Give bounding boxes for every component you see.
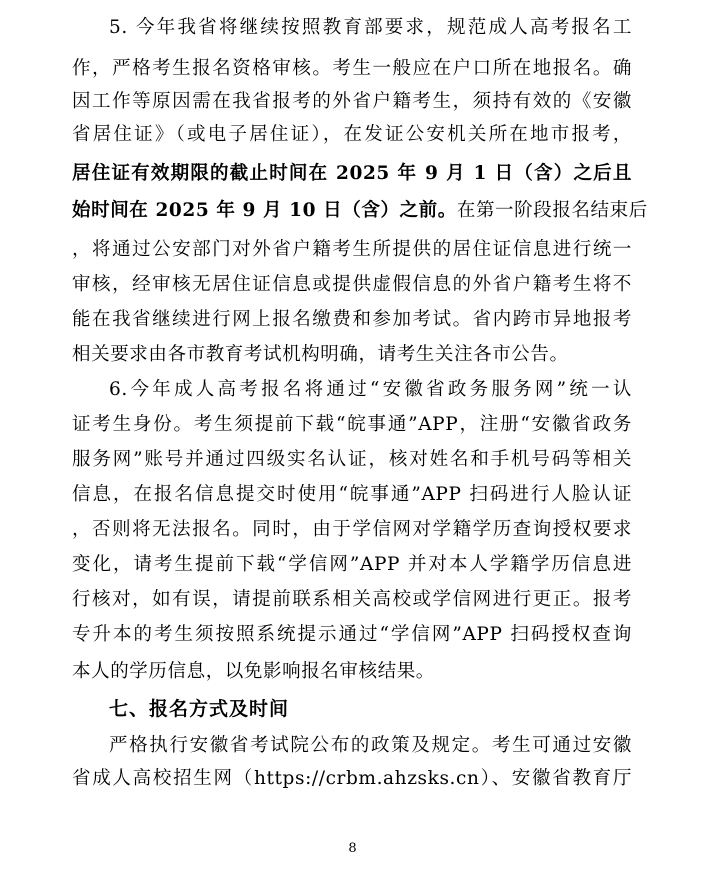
item6-line-2: 证考生身份。考生须提前下载“皖事通”APP，注册“安徽省政务: [72, 414, 632, 435]
item6-line-3: 服务网”账号并通过四级实名认证，核对姓名和手机号码等相关: [72, 449, 632, 470]
item5-line-8: 审核，经审核无居住证信息或提供虚假信息的外省户籍考生将不: [72, 274, 632, 295]
item5-line-7: ，将通过公安部门对外省户籍考生所提供的居住证信息进行统一: [72, 239, 632, 260]
item5-line-2: 作，严格考生报名资格审核。考生一般应在户口所在地报名。确: [72, 58, 632, 79]
item5-line-6-bold: 始时间在 2025 年 9 月 10 日（含）之前。: [72, 200, 457, 221]
page-number: 8: [348, 841, 357, 856]
item6-line-5: ，否则将无法报名。同时，由于学信网对学籍学历查询授权要求: [72, 519, 632, 540]
item5-line-1: 5. 今年我省将继续按照教育部要求，规范成人高考报名工: [109, 17, 632, 38]
item5-line-6-rest: 在第一阶段报名结束后: [456, 200, 648, 221]
item5-line-10: 相关要求由各市教育考试机构明确，请考生关注各市公告。: [72, 344, 569, 365]
item6-line-7: 行核对，如有误，请提前联系相关高校或学信网进行更正。报考: [72, 589, 632, 610]
item5-line-5-bold: 居住证有效期限的截止时间在 2025 年 9 月 1 日（含）之后且: [72, 163, 632, 184]
item6-line-9: 本人的学历信息，以免影响报名审核结果。: [72, 661, 435, 682]
item5-line-4: 省居住证》（或电子居住证），在发证公安机关所在地市报考，: [72, 124, 632, 145]
item5-line-3: 因工作等原因需在我省报考的外省户籍考生，须持有效的《安徽: [72, 91, 632, 112]
item6-line-4: 信息，在报名信息提交时使用“皖事通”APP 扫码进行人脸认证: [72, 484, 632, 505]
item5-line-9: 能在我省继续进行网上报名缴费和参加考试。省内跨市异地报考: [72, 309, 632, 330]
section-heading: 七、报名方式及时间: [109, 698, 290, 720]
item6-line-1: 6.今年成人高考报名将通过“安徽省政务服务网”统一认: [109, 379, 632, 400]
item6-line-6: 变化，请考生提前下载“学信网”APP 并对本人学籍学历信息进: [72, 554, 632, 575]
section7-line-2: 省成人高校招生网（https://crbm.ahzsks.cn）、安徽省教育厅: [72, 768, 632, 789]
item5-line-6: [72, 198, 648, 224]
section7-line-1: 严格执行安徽省考试院公布的政策及规定。考生可通过安徽: [109, 735, 632, 756]
item6-line-8: 专升本的考生须按照系统提示通过“学信网”APP 扫码授权查询: [72, 624, 632, 645]
